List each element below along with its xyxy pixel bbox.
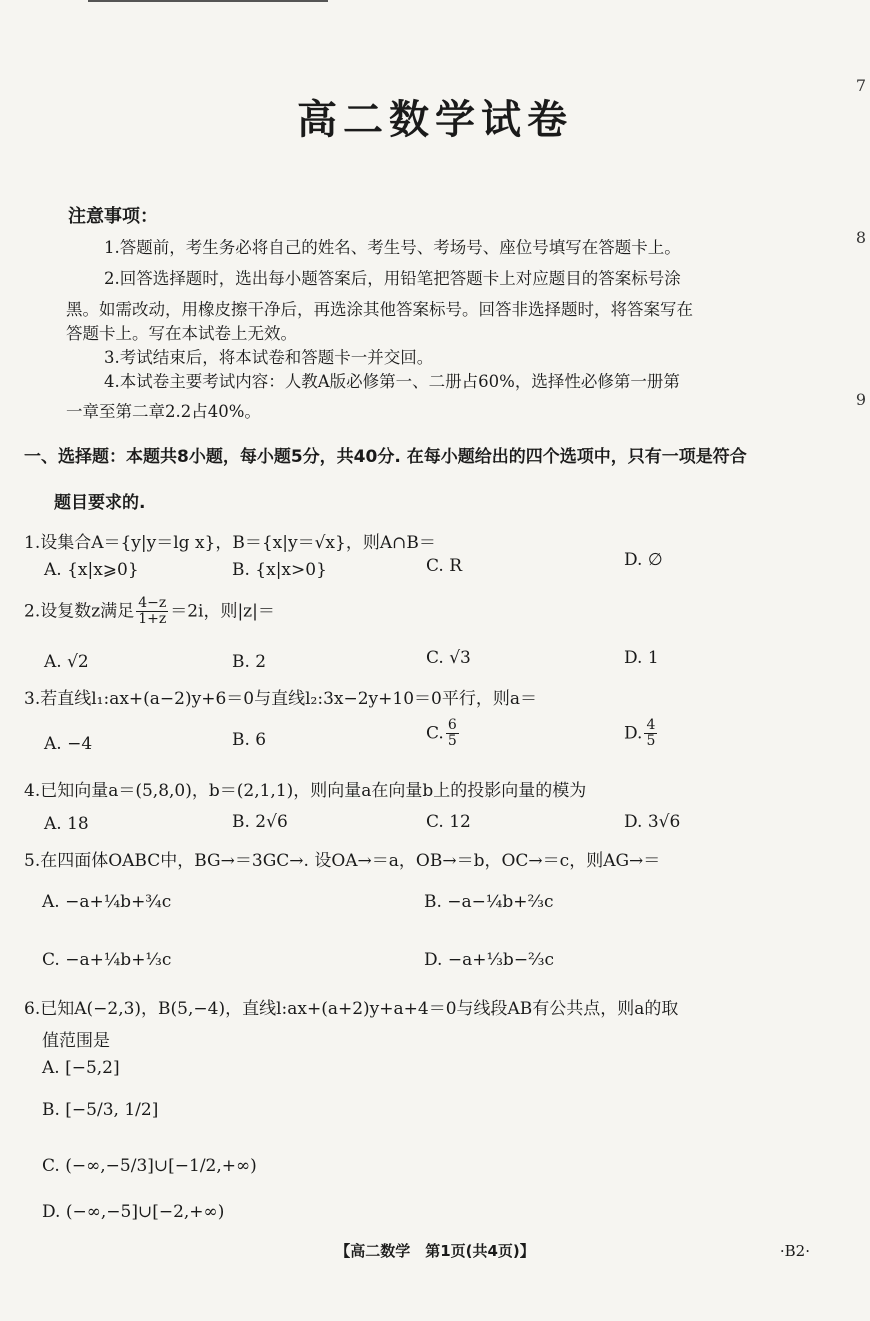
question-6-stem-cont: 值范围是 — [42, 1031, 110, 1051]
q5-option-c: C. −a+¼b+⅓c — [42, 950, 172, 970]
q3-option-d — [624, 718, 659, 750]
q3-d-num: 4 — [646, 717, 656, 733]
q2-numerator: 4−z — [138, 595, 167, 611]
note-line: 2.回答选择题时，选出每小题答案后，用铅笔把答题卡上对应题目的答案标号涂 — [104, 269, 681, 288]
section-heading-cont: 题目要求的. — [54, 493, 146, 513]
edge-mark-7: 7 — [855, 76, 866, 95]
question-1-stem: 1.设集合A＝{y|y＝lg x}，B＝{x|y＝√x}，则A∩B＝ — [24, 533, 436, 553]
q2-denominator: 1+z — [138, 611, 167, 628]
notes-heading: 注意事项： — [68, 206, 158, 227]
q3-option-d-label: D. — [624, 723, 643, 744]
q2-fraction — [136, 596, 168, 628]
q1-option-b: B. {x|x>0} — [232, 560, 327, 580]
q2-stem-post: ＝2i，则|z|＝ — [170, 601, 275, 622]
question-5-stem: 5.在四面体OABC中，BG→＝3GC→. 设OA→＝a，OB→＝b，OC→＝c，则AG→＝ — [24, 851, 661, 871]
q6-option-c: C. (−∞,−5/3]∪[−1/2,+∞) — [42, 1156, 257, 1176]
paper-code: ·B2· — [779, 1242, 810, 1260]
q6-option-b: B. [−5/3, 1/2] — [42, 1100, 159, 1120]
q5-option-b: B. −a−¼b+⅔c — [424, 892, 554, 912]
page-title: 高二数学试卷 — [297, 97, 573, 143]
question-4-stem: 4.已知向量a＝(5,8,0)，b＝(2,1,1)，则向量a在向量b上的投影向量的模为 — [24, 781, 587, 801]
q2-option-b: B. 2 — [232, 652, 267, 672]
note-line: 答题卡上。写在本试卷上无效。 — [66, 324, 297, 343]
q3-option-c — [426, 718, 461, 750]
q3-c-num: 6 — [447, 717, 457, 733]
top-border-line — [88, 0, 328, 2]
note-line: 3.考试结束后，将本试卷和答题卡一并交回。 — [104, 348, 434, 367]
q2-option-a: A. √2 — [44, 652, 89, 672]
q3-d-den: 5 — [646, 733, 656, 750]
q1-option-a: A. {x|x⩾0} — [44, 560, 139, 580]
section-heading: 一、选择题：本题共8小题，每小题5分，共40分. 在每小题给出的四个选项中，只有一项是符合 — [24, 447, 747, 467]
q5-option-d: D. −a+⅓b−⅔c — [424, 950, 555, 970]
q6-option-d: D. (−∞,−5]∪[−2,+∞) — [42, 1202, 225, 1222]
q2-option-d: D. 1 — [624, 648, 659, 668]
note-line: 1.答题前，考生务必将自己的姓名、考生号、考场号、座位号填写在答题卡上。 — [104, 238, 681, 257]
q3-c-den: 5 — [447, 733, 457, 750]
question-6-stem: 6.已知A(−2,3)，B(5,−4)，直线l:ax+(a+2)y+a+4＝0与线段AB有公共点，则a的取 — [24, 999, 679, 1019]
q3-option-b: B. 6 — [232, 730, 267, 750]
q4-option-d: D. 3√6 — [624, 812, 681, 832]
edge-mark-8: 8 — [855, 228, 866, 247]
question-3-stem: 3.若直线l₁:ax+(a−2)y+6＝0与直线l₂:3x−2y+10＝0平行，则a＝ — [24, 689, 537, 709]
edge-mark-9: 9 — [855, 390, 866, 409]
q3-c-fraction — [446, 718, 459, 750]
note-line: 一章至第二章2.2占40%。 — [66, 402, 261, 421]
q4-option-a: A. 18 — [44, 814, 89, 834]
q3-option-c-label: C. — [426, 723, 444, 744]
q1-option-d: D. ∅ — [624, 550, 663, 570]
note-line: 4.本试卷主要考试内容：人教A版必修第一、二册占60%，选择性必修第一册第 — [104, 372, 680, 391]
q6-option-a: A. [−5,2] — [42, 1058, 120, 1078]
note-line: 黑。如需改动，用橡皮擦干净后，再选涂其他答案标号。回答非选择题时，将答案写在 — [66, 300, 693, 319]
q4-option-c: C. 12 — [426, 812, 471, 832]
q4-option-b: B. 2√6 — [232, 812, 288, 832]
q2-stem-pre: 2.设复数z满足 — [24, 601, 135, 622]
question-2-stem — [24, 596, 275, 628]
q1-option-c: C. R — [426, 556, 463, 576]
q5-option-a: A. −a+¼b+¾c — [42, 892, 172, 912]
page-footer: 【高二数学 第1页(共4页)】 — [335, 1242, 535, 1260]
q3-d-fraction — [644, 718, 657, 750]
q2-option-c: C. √3 — [426, 648, 471, 668]
q3-option-a: A. −4 — [44, 734, 93, 754]
